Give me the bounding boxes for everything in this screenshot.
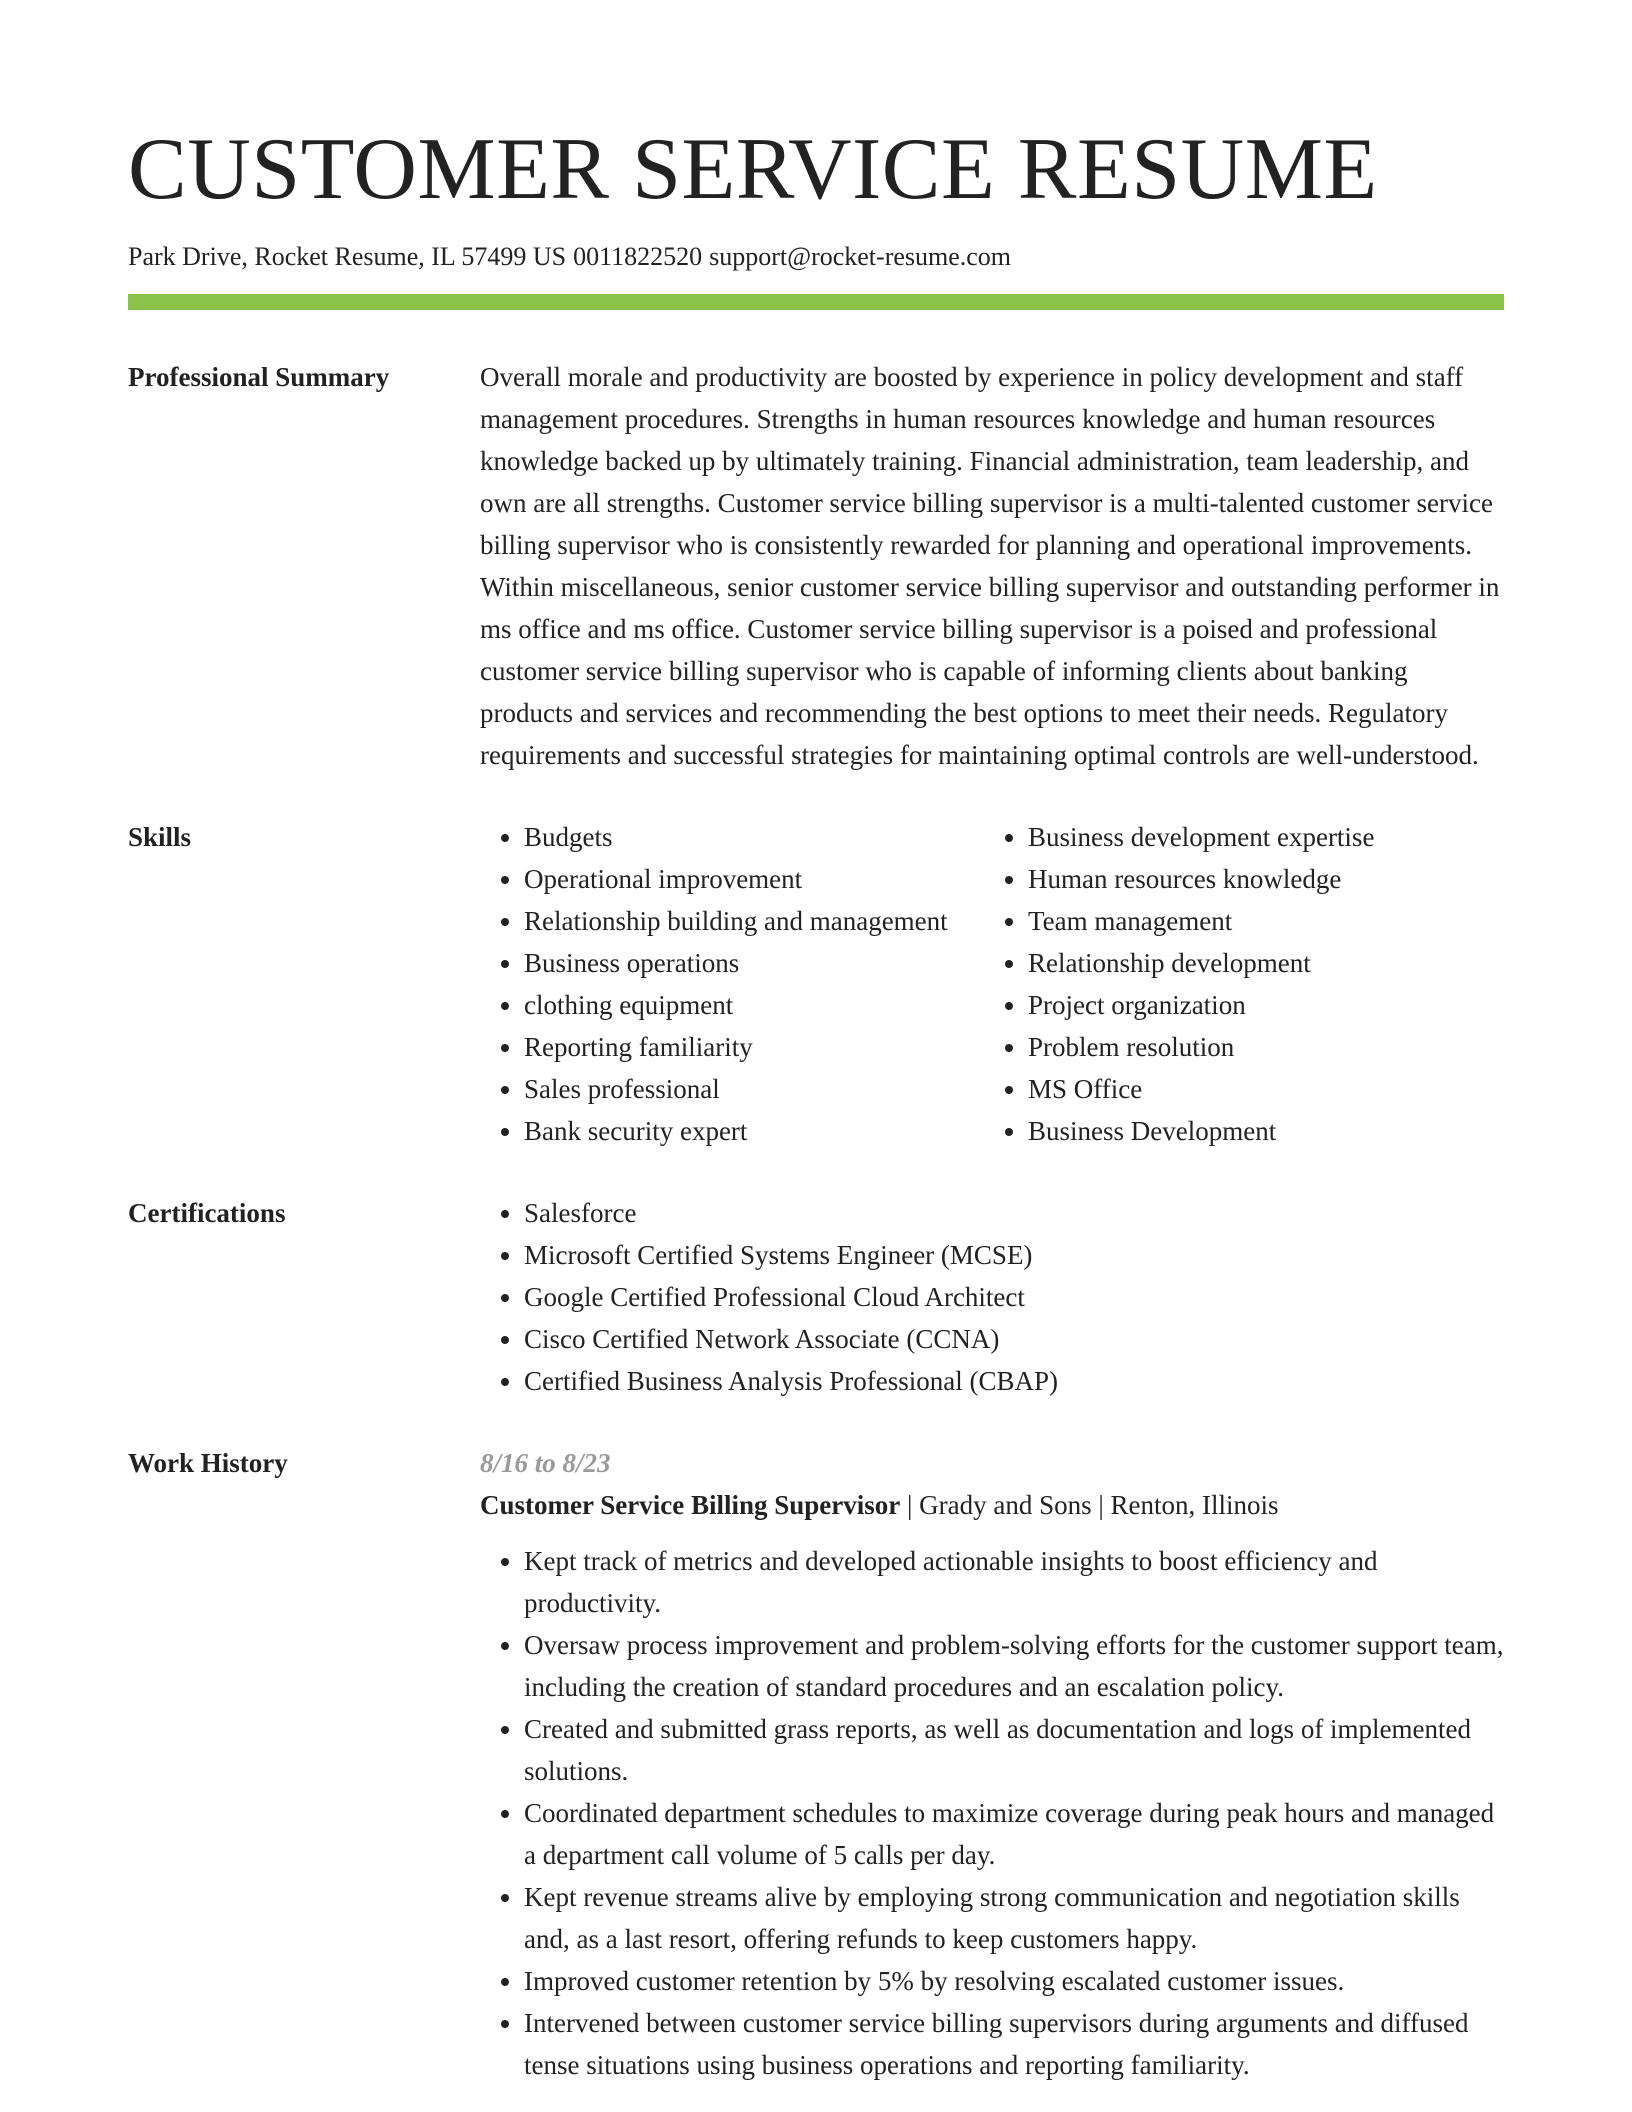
skills-list-right [984,816,1374,1152]
skills-section [128,820,1504,1152]
job-bullet: • Created and submitted grass reports, as well as documentation and logs of implemented solutions. [524,1708,1504,1792]
skill-item: • clothing equipment [524,984,984,1026]
skills-heading: Skills [128,822,192,852]
work-history-body [480,1446,1504,2086]
certifications-section [128,1196,1504,1402]
skill-item: • MS Office [1028,1068,1374,1110]
job-bullet: • Intervened between customer service billing supervisors during arguments and diffused tense situations using business operations and reporting familiarity. [524,2002,1504,2086]
skill-item: • Business operations [524,942,984,984]
summary-body [480,360,1504,776]
job-bullet: • Kept revenue streams alive by employing strong communication and negotiation skills and, as a last resort, offering refunds to keep customers happy. [524,1876,1504,1960]
job-bullet: • Kept track of metrics and developed actionable insights to boost efficiency and productivity. [524,1540,1504,1624]
skills-body [480,820,1504,1152]
certification-item: • Cisco Certified Network Associate (CCNA) [524,1318,1504,1360]
resume-title: CUSTOMER SERVICE RESUME [128,121,1378,218]
work-history-section [128,1446,1504,2086]
certifications-heading: Certifications [128,1198,286,1228]
skills-list-left [480,816,984,1152]
certification-item: • Google Certified Professional Cloud Architect [524,1276,1504,1318]
skill-item: • Project organization [1028,984,1374,1026]
skill-item: • Budgets [524,816,984,858]
skill-item: • Problem resolution [1028,1026,1374,1068]
certification-item: • Certified Business Analysis Professional (CBAP) [524,1360,1504,1402]
certifications-list [480,1192,1504,1402]
contact-address: Park Drive, Rocket Resume, IL 57499 US [128,242,567,271]
job-bullet: • Oversaw process improvement and problem-solving efforts for the customer support team, including the creation of standard procedures and an escalation policy. [524,1624,1504,1708]
job-bullet-list [480,1540,1504,2086]
skill-item: • Business Development [1028,1110,1374,1152]
skill-item: • Reporting familiarity [524,1026,984,1068]
skill-item: • Relationship development [1028,942,1374,984]
summary-text: Overall morale and productivity are boosted by experience in policy development and staff management procedures. Strengths in human resources knowledge and human resources knowledge backed up by ultimately training. Financial administration, team leadership, and own are all strengths. Customer service billing supervisor is a multi-talented customer service billing supervisor who is consistently rewarded for planning and operational improvements. Within miscellaneous, senior customer service billing supervisor and outstanding performer in ms office and ms office. Customer service billing supervisor is a poised and professional customer service billing supervisor who is capable of informing clients about banking products and services and recommending the best options to meet their needs. Regulatory requirements and successful strategies for maintaining optimal controls are well-understood. [480,362,1500,770]
skill-item: • Team management [1028,900,1374,942]
skill-item: • Bank security expert [524,1110,984,1152]
certifications-body [480,1196,1504,1402]
skill-item: • Sales professional [524,1068,984,1110]
certification-item: • Microsoft Certified Systems Engineer (MCSE) [524,1234,1504,1276]
certification-item: • Salesforce [524,1192,1504,1234]
job-bullet: • Improved customer retention by 5% by resolving escalated customer issues. [524,1960,1504,2002]
skill-item: • Business development expertise [1028,816,1374,858]
job-header [480,1484,1504,1526]
contact-email: support@rocket-resume.com [709,242,1012,271]
job-title: Customer Service Billing Supervisor [480,1490,901,1520]
work-history-heading: Work History [128,1448,288,1478]
header-divider [128,294,1504,310]
skill-item: • Operational improvement [524,858,984,900]
skill-item: • Relationship building and management [524,900,984,942]
job-bullet: • Coordinated department schedules to maximize coverage during peak hours and managed a department call volume of 5 calls per day. [524,1792,1504,1876]
skill-item: • Human resources knowledge [1028,858,1374,900]
summary-section [128,360,1504,776]
job-employer-location: | Grady and Sons | Renton, Illinois [900,1490,1279,1520]
contact-phone: 0011822520 [573,242,703,271]
job-dates: 8/16 to 8/23 [480,1448,611,1478]
summary-heading: Professional Summary [128,362,390,392]
contact-line [128,240,1504,274]
